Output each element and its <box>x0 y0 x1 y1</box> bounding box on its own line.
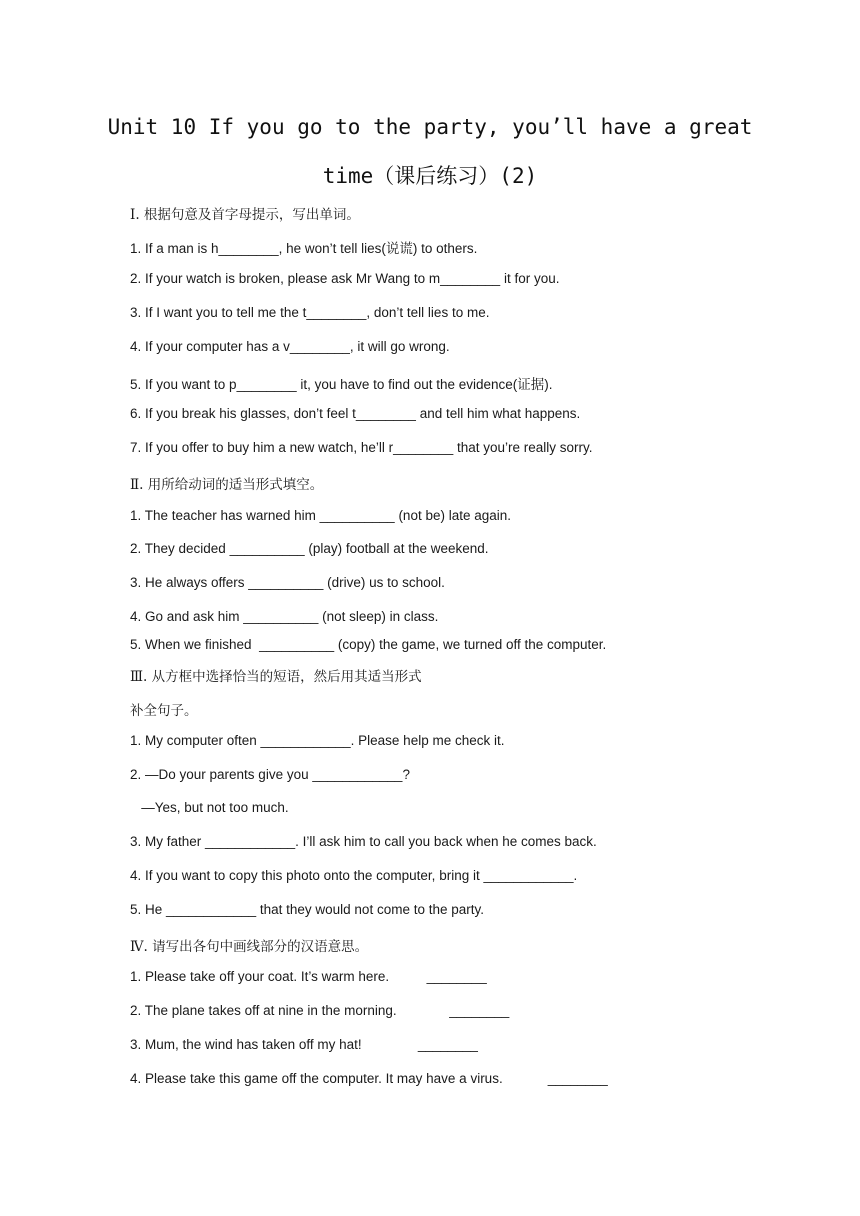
exercise-item: 3. Mum, the wind has taken off my hat! ________ <box>130 1037 478 1052</box>
exercise-item: 1. Please take off your coat. It’s warm here. ________ <box>130 969 487 984</box>
exercise-item: 5. If you want to p________ it, you have to find out the evidence(证据). <box>130 377 553 392</box>
exercise-item: 4. Go and ask him __________ (not sleep) in class. <box>130 609 439 624</box>
exercise-item: 1. The teacher has warned him __________ (not be) late again. <box>130 508 512 523</box>
exercise-item: 4. Please take this game off the computer. It may have a virus. ________ <box>130 1071 608 1086</box>
exercise-item: 1. If a man is h________, he won’t tell lies(说谎) to others. <box>130 241 478 256</box>
exercise-item: 2. The plane takes off at nine in the morning. ________ <box>130 1003 510 1018</box>
exercise-item: 5. When we finished __________ (copy) the game, we turned off the computer. <box>130 637 607 652</box>
exercise-item: 2. They decided __________ (play) football at the weekend. <box>130 541 489 556</box>
exercise-item: 5. He ____________ that they would not come to the party. <box>130 902 484 917</box>
section-4-heading: Ⅳ. 请写出各句中画线部分的汉语意思。 <box>130 939 369 955</box>
title-line-2: time（课后练习）(2) <box>322 164 538 188</box>
exercise-item: 2. —Do your parents give you ____________? <box>130 767 410 782</box>
exercise-item: —Yes, but not too much. <box>130 800 289 815</box>
exercise-item: 4. If you want to copy this photo onto the computer, bring it ____________. <box>130 868 578 883</box>
title-line-1: Unit 10 If you go to the party, you’ll have a great <box>107 115 753 139</box>
exercise-item: 3. If I want you to tell me the t________, don’t tell lies to me. <box>130 305 490 320</box>
section-2-heading: Ⅱ. 用所给动词的适当形式填空。 <box>130 477 324 493</box>
section-1-heading: Ⅰ. 根据句意及首字母提示，写出单词。 <box>130 207 360 223</box>
exercise-item: 3. My father ____________. I’ll ask him to call you back when he comes back. <box>130 834 597 849</box>
exercise-item: 7. If you offer to buy him a new watch, he’ll r________ that you’re really sorry. <box>130 440 593 455</box>
exercise-item: 2. If your watch is broken, please ask Mr Wang to m________ it for you. <box>130 271 560 286</box>
exercise-item: 6. If you break his glasses, don’t feel t________ and tell him what happens. <box>130 406 581 421</box>
section-3-heading: Ⅲ. 从方框中选择恰当的短语，然后用其适当形式 <box>130 669 422 685</box>
exercise-item: 4. If your computer has a v________, it will go wrong. <box>130 339 450 354</box>
exercise-item: 1. My computer often ____________. Please help me check it. <box>130 733 505 748</box>
exercise-item: 3. He always offers __________ (drive) us to school. <box>130 575 445 590</box>
section-3-heading-continued: 补全句子。 <box>130 703 198 719</box>
